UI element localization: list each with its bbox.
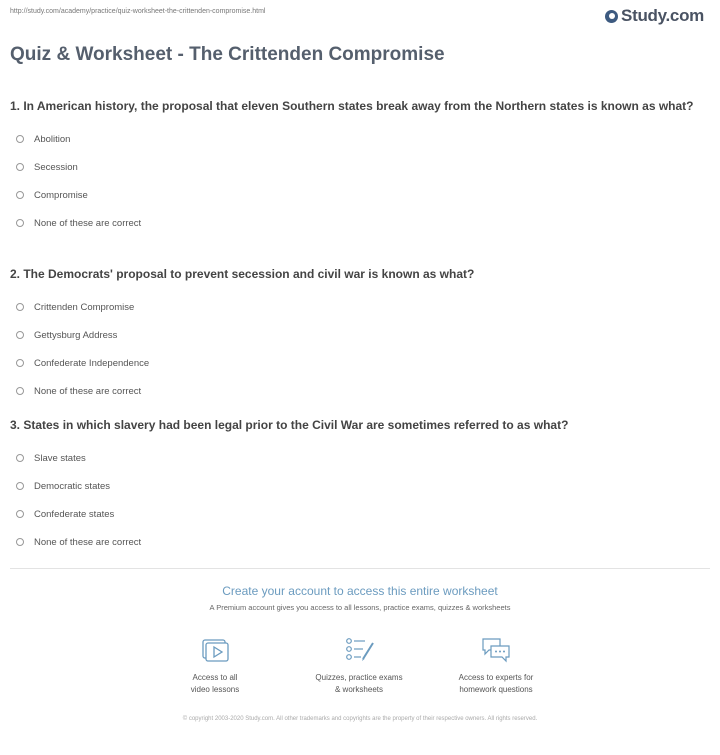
copyright-footer: © copyright 2003-2020 Study.com. All other trademarks and copyrights are the property of their respective owners. All rights reserved. [182,716,538,722]
feature-quizzes [304,634,414,696]
answer-option[interactable] [10,528,710,556]
radio-button[interactable] [16,454,24,462]
option-label: Crittenden Compromise [34,301,135,313]
answer-option[interactable] [10,293,710,321]
option-label: Abolition [34,133,71,145]
answer-option[interactable] [10,377,710,405]
answer-option[interactable] [10,209,710,237]
study-logo[interactable] [605,6,704,26]
radio-button[interactable] [16,303,24,311]
logo-text: Study.com [621,6,704,25]
question-3 [10,417,710,556]
option-label: None of these are correct [34,385,142,397]
feature-label-line1: Quizzes, practice exams [315,673,403,682]
feature-label-line2: & worksheets [334,685,384,694]
option-label: Compromise [34,189,88,201]
chat-bubbles-icon [480,634,512,666]
radio-button[interactable] [16,359,24,367]
question-text: 1. In American history, the proposal that eleven Southern states break away from the Northern states is known as what? [10,99,694,113]
answer-option[interactable] [10,181,710,209]
radio-button[interactable] [16,510,24,518]
quiz-checklist-icon [343,634,375,666]
answer-option[interactable] [10,153,710,181]
feature-label-line1: Access to all [192,673,238,682]
radio-button[interactable] [16,331,24,339]
page-url: http://study.com/academy/practice/quiz-worksheet-the-crittenden-compromise.html [10,8,266,15]
feature-label-line1: Access to experts for [458,673,534,682]
answer-option[interactable] [10,321,710,349]
top-bar [0,0,720,40]
video-lesson-icon [199,634,231,666]
page-title: Quiz & Worksheet - The Crittenden Compromise [10,44,445,65]
option-label: Democratic states [34,480,111,492]
question-text: 2. The Democrats' proposal to prevent secession and civil war is known as what? [10,267,475,281]
cta-heading[interactable]: Create your account to access this entire worksheet [222,584,498,598]
radio-button[interactable] [16,163,24,171]
answer-option[interactable] [10,125,710,153]
answer-option[interactable] [10,444,710,472]
study-logo-icon [605,10,618,23]
radio-button[interactable] [16,538,24,546]
question-2 [10,266,710,405]
answer-option[interactable] [10,500,710,528]
radio-button[interactable] [16,135,24,143]
radio-button[interactable] [16,482,24,490]
option-label: Confederate Independence [34,357,150,369]
option-label: Gettysburg Address [34,329,118,341]
radio-button[interactable] [16,387,24,395]
feature-label-line2: homework questions [459,685,533,694]
question-1 [10,98,710,237]
option-label: Secession [34,161,78,173]
question-text: 3. States in which slavery had been legal prior to the Civil War are sometimes referred to as what? [10,418,569,432]
radio-button[interactable] [16,219,24,227]
section-divider [10,568,710,569]
option-label: Confederate states [34,508,115,520]
feature-experts [441,634,551,696]
option-label: None of these are correct [34,217,142,229]
option-label: None of these are correct [34,536,142,548]
feature-video-lessons [160,634,270,696]
cta-subheading: A Premium account gives you access to all lessons, practice exams, quizzes & worksheets [209,603,511,612]
answer-option[interactable] [10,472,710,500]
option-label: Slave states [34,452,86,464]
radio-button[interactable] [16,191,24,199]
answer-option[interactable] [10,349,710,377]
feature-label-line2: video lessons [190,685,240,694]
